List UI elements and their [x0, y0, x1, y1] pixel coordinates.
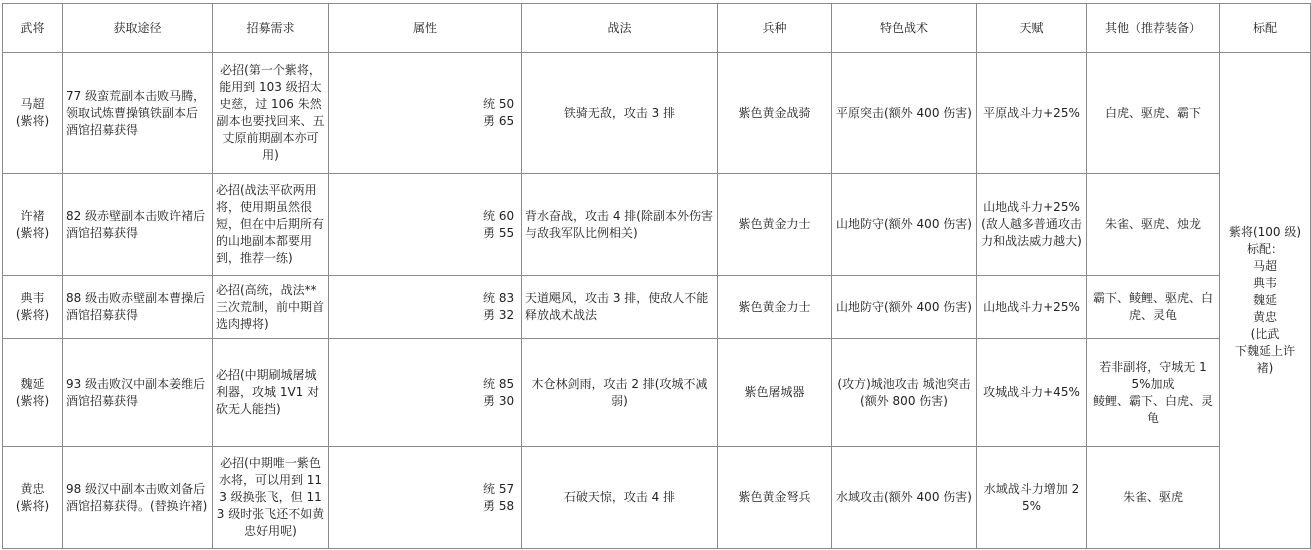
header-tactic: 战法	[522, 4, 718, 53]
source-cell: 82 级赤壁副本击败许褚后酒馆招募获得	[63, 174, 213, 276]
tactic-cell: 铁骑无敌，攻击 3 排	[522, 53, 718, 174]
tactic-cell: 背水奋战，攻击 4 排(除副本外伤害与敌我军队比例相关)	[522, 174, 718, 276]
troop-cell: 紫色屠城器	[718, 339, 832, 447]
special-cell: (攻方)城池攻击 城池突击(额外 800 伤害)	[832, 339, 977, 447]
talent-cell: 山地战斗力+25%(敌人越多普通攻击力和战法威力越大)	[977, 174, 1087, 276]
attributes-cell	[329, 174, 522, 276]
attributes-cell	[329, 339, 522, 447]
header-requirement: 招募需求	[213, 4, 329, 53]
header-special: 特色战术	[832, 4, 977, 53]
requirement-cell: 必招(中期唯一紫色水将，可以用到 113 级换张飞，但 113 级时张飞还不如黄忠好用呢)	[213, 447, 329, 549]
tactic-cell: 木仓林剑雨，攻击 2 排(攻城不减弱)	[522, 339, 718, 447]
header-attributes: 属性	[329, 4, 522, 53]
table-row	[3, 339, 1311, 447]
special-cell: 山地防守(额外 400 伤害)	[832, 174, 977, 276]
general-cell	[3, 174, 63, 276]
source-cell: 98 级汉中副本击败刘备后酒馆招募获得。(替换许褚)	[63, 447, 213, 549]
attributes-text: 统 60 勇 55	[483, 208, 515, 240]
attributes-cell	[329, 53, 522, 174]
equipment-text: 若非副将，守城无 15%加成 鲮鲤、霸下、白虎、灵龟	[1092, 359, 1213, 425]
requirement-cell: 必招(战法平砍两用将，使用期虽然很短，但在中后期所有的山地副本都要用到，推荐一练)	[213, 174, 329, 276]
talent-cell: 平原战斗力+25%	[977, 53, 1087, 174]
equipment-cell: 朱雀、驱虎	[1087, 447, 1220, 549]
talent-cell: 攻城战斗力+45%	[977, 339, 1087, 447]
table-row	[3, 447, 1311, 549]
tactic-cell: 石破天惊，攻击 4 排	[522, 447, 718, 549]
equipment-cell: 白虎、驱虎、霸下	[1087, 53, 1220, 174]
source-cell: 88 级击败赤壁副本曹操后酒馆招募获得	[63, 276, 213, 339]
general-name: 马超 (紫将)	[15, 97, 50, 128]
attributes-text: 统 85 勇 30	[483, 376, 515, 408]
attributes-cell	[329, 447, 522, 549]
general-name: 典韦 (紫将)	[15, 291, 50, 322]
header-row	[3, 4, 1311, 53]
general-table	[2, 3, 1311, 549]
general-name: 黄忠 (紫将)	[15, 481, 50, 513]
equipment-cell	[1087, 339, 1220, 447]
header-general: 武将	[3, 4, 63, 53]
general-name: 许褚 (紫将)	[15, 208, 50, 240]
tactic-cell: 天道飓风，攻击 3 排，使敌人不能释放战术战法	[522, 276, 718, 339]
special-cell: 平原突击(额外 400 伤害)	[832, 53, 977, 174]
general-cell	[3, 53, 63, 174]
requirement-cell: 必招(中期刷城屠城利器，攻城 1V1 对砍无人能挡)	[213, 339, 329, 447]
source-cell: 93 级击败汉中副本姜维后酒馆招募获得	[63, 339, 213, 447]
troop-cell: 紫色黄金力士	[718, 276, 832, 339]
equipment-cell: 朱雀、驱虎、烛龙	[1087, 174, 1220, 276]
standard-cell: 紫将(100 级) 标配： 马超 典韦 魏延 黄忠 (比武 下魏延上许 褚)	[1220, 53, 1311, 549]
special-cell: 山地防守(额外 400 伤害)	[832, 276, 977, 339]
header-equipment: 其他（推荐装备）	[1087, 4, 1220, 53]
table-row	[3, 174, 1311, 276]
special-cell: 水域攻击(额外 400 伤害)	[832, 447, 977, 549]
table-row	[3, 53, 1311, 174]
table-row	[3, 276, 1311, 339]
attributes-text: 统 83 勇 32	[483, 291, 515, 322]
header-standard: 标配	[1220, 4, 1311, 53]
troop-cell: 紫色黄金力士	[718, 174, 832, 276]
requirement-cell: 必招(高统，战法**三次荒制，前中期首选肉搏将)	[213, 276, 329, 339]
troop-cell: 紫色黄金弩兵	[718, 447, 832, 549]
talent-cell: 水域战斗力增加 25%	[977, 447, 1087, 549]
talent-cell: 山地战斗力+25%	[977, 276, 1087, 339]
attributes-cell	[329, 276, 522, 339]
attributes-text: 统 50 勇 65	[483, 97, 515, 128]
troop-cell: 紫色黄金战骑	[718, 53, 832, 174]
header-troop: 兵种	[718, 4, 832, 53]
header-talent: 天赋	[977, 4, 1087, 53]
attributes-text: 统 57 勇 58	[483, 481, 515, 513]
requirement-cell: 必招(第一个紫将，能用到 103 级招太史慈，过 106 朱然副本也要找回来、五丈原前期副本亦可用)	[213, 53, 329, 174]
general-cell	[3, 447, 63, 549]
general-cell	[3, 276, 63, 339]
header-source: 获取途径	[63, 4, 213, 53]
general-cell	[3, 339, 63, 447]
general-name: 魏延 (紫将)	[15, 376, 50, 408]
equipment-cell: 霸下、鲮鲤、驱虎、白虎、灵龟	[1087, 276, 1220, 339]
source-cell: 77 级蛮荒副本击败马腾，领取试炼曹操镇铁副本后酒馆招募获得	[63, 53, 213, 174]
